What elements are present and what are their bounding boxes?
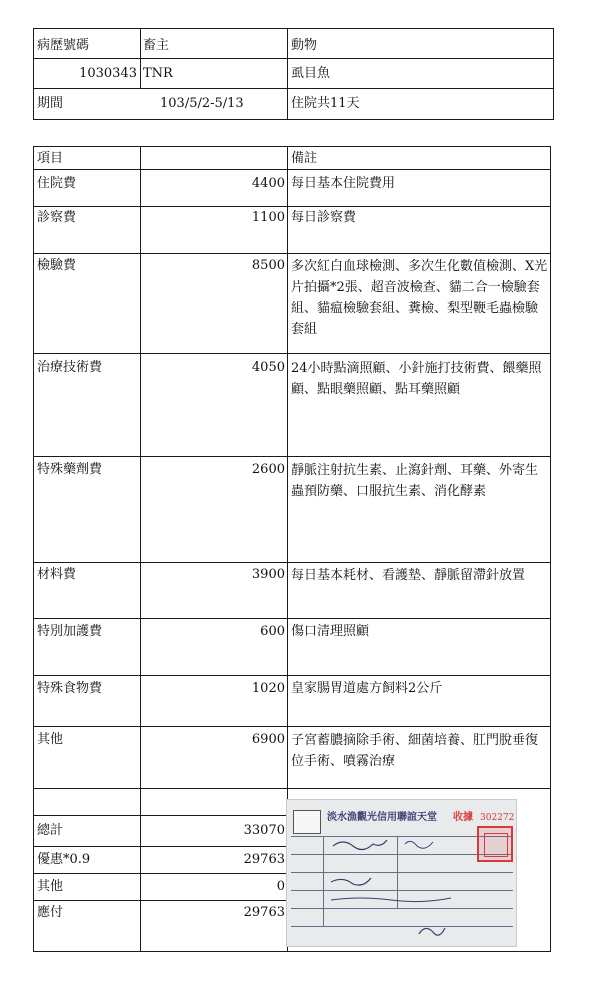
fee-row-note: 每日基本住院費用 [291, 176, 396, 191]
summary-total-label: 總計 [37, 823, 64, 838]
fee-row-amount: 3900 [251, 567, 285, 582]
fee-row-item: 特別加護費 [37, 624, 103, 639]
fee-row-amount: 8500 [251, 258, 285, 273]
animal-label: 動物 [291, 38, 318, 53]
item-column-header: 項目 [37, 151, 64, 166]
period-label: 期間 [37, 96, 64, 111]
owner-label: 畜主 [143, 38, 170, 53]
animal-value: 虱目魚 [291, 66, 331, 81]
fee-row-item: 治療技術費 [37, 360, 103, 375]
summary-payable-label: 應付 [37, 905, 64, 920]
fee-row-item: 材料費 [37, 567, 77, 582]
summary-payable-amount: 29763 [243, 905, 285, 920]
fee-row-note: 子宮蓄膿摘除手術、細菌培養、肛門脫垂復位手術、噴霧治療 [291, 733, 539, 769]
fee-row-note: 多次紅白血球檢測、多次生化數值檢測、X光片拍攝*2張、超音波檢查、貓二合一檢驗套組、貓瘟檢驗套組、糞檢、梨型鞭毛蟲檢驗套組 [291, 259, 548, 337]
fee-row-amount: 1020 [251, 681, 285, 696]
receipt-photo [286, 799, 517, 947]
receipt-title: 淡水漁觀光信用聯誼天堂 [327, 812, 437, 823]
fee-row-amount: 1100 [251, 210, 285, 225]
period-value: 103/5/2-5/13 [160, 96, 244, 111]
stay-duration: 住院共11天 [291, 96, 360, 111]
fee-row-note: 每日診察費 [291, 210, 357, 225]
receipt-handwriting [287, 800, 517, 947]
fee-row-amount: 600 [260, 624, 285, 639]
receipt-stamp-label: 收據 [453, 812, 473, 823]
fee-row-note: 24小時點滴照顧、小針施打技術費、餵藥照顧、點眼藥照顧、點耳藥照顧 [291, 361, 542, 397]
fee-row-item: 檢驗費 [37, 258, 77, 273]
summary-total-amount: 33070 [243, 823, 285, 838]
fee-row-note: 靜脈注射抗生素、止瀉針劑、耳藥、外寄生蟲預防藥、口服抗生素、消化酵素 [291, 463, 539, 499]
fee-row-item: 特殊食物費 [37, 681, 103, 696]
summary-discount-amount: 29763 [243, 852, 285, 867]
summary-discount-label: 優惠*0.9 [37, 852, 91, 867]
receipt-serial: 302272 [480, 813, 515, 823]
fee-row-amount: 4050 [251, 360, 285, 375]
fee-row-amount: 6900 [251, 732, 285, 747]
fee-row-note: 皇家腸胃道處方飼料2公斤 [291, 681, 443, 696]
fee-row-note: 傷口清理照顧 [291, 624, 370, 639]
summary-other-amount: 0 [276, 879, 285, 894]
fee-row-note: 每日基本耗材、看護墊、靜脈留滯針放置 [291, 568, 526, 583]
summary-other-label: 其他 [37, 879, 64, 894]
note-column-header: 備註 [291, 151, 318, 166]
record-number-value: 1030343 [79, 66, 137, 81]
fee-row-amount: 4400 [251, 176, 285, 191]
fee-row-item: 診察費 [37, 210, 77, 225]
fee-row-item: 特殊藥劑費 [37, 462, 103, 477]
record-number-label: 病歷號碼 [37, 38, 90, 53]
fee-row-item: 住院費 [37, 176, 77, 191]
owner-value: TNR [143, 66, 173, 81]
fee-row-amount: 2600 [251, 462, 285, 477]
fee-row-item: 其他 [37, 732, 64, 747]
